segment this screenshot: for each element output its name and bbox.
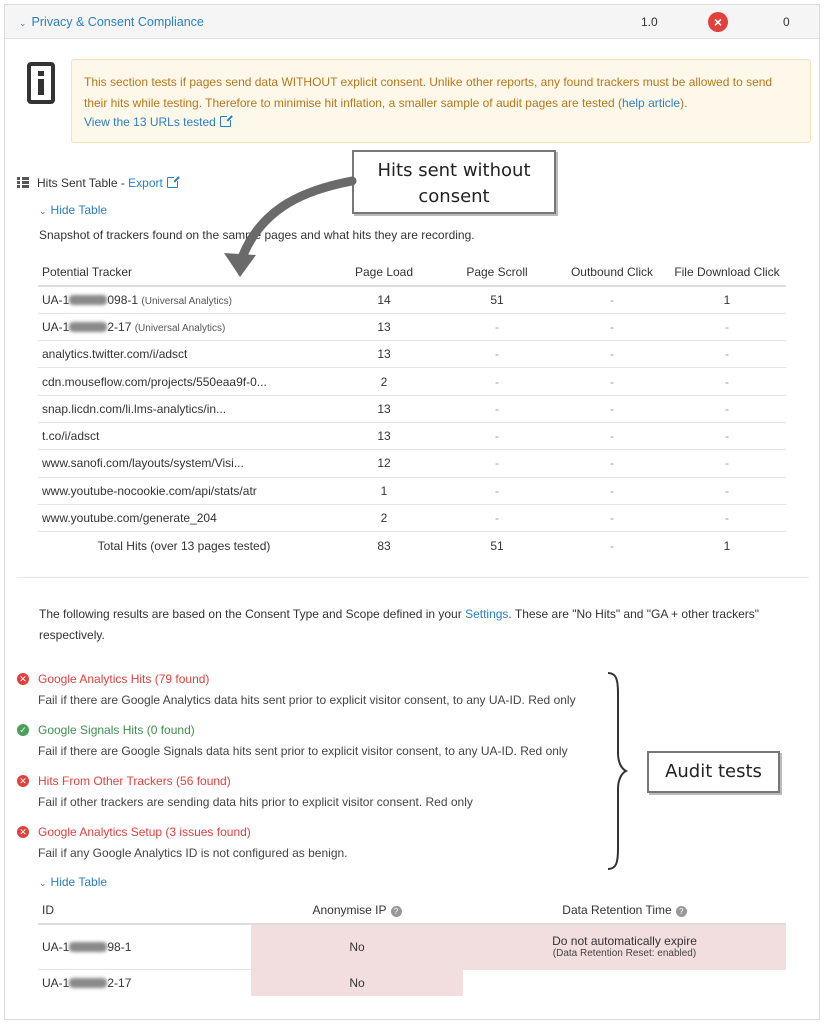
check-circle-icon: ✓ xyxy=(17,724,29,736)
table-row: snap.licdn.com/li.lms-analytics/in... 13 - - - xyxy=(38,395,786,422)
col-file-download-click: File Download Click xyxy=(668,259,786,286)
table-row: t.co/i/adsct 13 - - - xyxy=(38,422,786,449)
redacted-id xyxy=(69,295,107,305)
hits-table-subtitle: Snapshot of trackers found on the sample pages and what hits they are recording. xyxy=(39,228,475,242)
fail-status-icon: × xyxy=(708,12,728,32)
audit-callout: Audit tests xyxy=(647,751,780,793)
total-label: Total Hits (over 13 pages tested) xyxy=(97,538,271,553)
test-name: Google Analytics Hits (79 found) xyxy=(38,672,210,686)
audit-brace xyxy=(600,669,630,873)
table-row: www.sanofi.com/layouts/system/Visi... 12 - - - xyxy=(38,450,786,477)
pass-count: 0 xyxy=(783,15,790,29)
col-potential-tracker: Potential Tracker xyxy=(38,259,330,286)
hits-table-heading: Hits Sent Table - Export xyxy=(17,176,178,190)
callout-arrow xyxy=(220,175,360,285)
test-description: Fail if any Google Analytics ID is not configured as benign. xyxy=(38,846,348,860)
retention-cell: Do not automatically expire (Data Retention Reset: enabled) xyxy=(463,924,786,969)
test-description: Fail if there are Google Signals data hits sent prior to explicit visitor consent, to any UA-ID. Red only xyxy=(38,744,568,758)
tracker-cell: analytics.twitter.com/i/adsct xyxy=(38,341,330,368)
tracker-cell: UA-1 098-1 (Universal Analytics) xyxy=(38,286,330,313)
section-title-label: Privacy & Consent Compliance xyxy=(31,15,204,29)
help-icon[interactable]: ? xyxy=(676,906,687,917)
col-page-scroll: Page Scroll xyxy=(438,259,556,286)
section-title[interactable] xyxy=(19,15,204,29)
tracker-cell: cdn.mouseflow.com/projects/550eaa9f-0... xyxy=(38,368,330,395)
col-id: ID xyxy=(38,897,251,924)
tracker-cell: www.youtube-nocookie.com/api/stats/atr xyxy=(38,477,330,504)
external-link-icon xyxy=(220,116,231,127)
table-row: analytics.twitter.com/i/adsct 13 - - - xyxy=(38,341,786,368)
test-name: Google Analytics Setup (3 issues found) xyxy=(38,825,251,839)
table-icon xyxy=(17,177,29,188)
table-row: www.youtube.com/generate_204 2 - - - xyxy=(38,504,786,531)
hide-hits-table-toggle[interactable]: ⌄ Hide Table xyxy=(39,203,108,217)
anonymise-ip-cell: No xyxy=(251,969,463,996)
redacted-id xyxy=(69,322,107,332)
retention-cell xyxy=(463,969,786,996)
hits-callout: Hits sent without consent xyxy=(352,150,556,214)
table-row: UA-1 2-17 (Universal Analytics) 13 - - - xyxy=(38,313,786,340)
view-urls-link[interactable]: View the 13 URLs tested xyxy=(84,115,231,129)
score-value: 1.0 xyxy=(641,15,658,29)
ga-id-cell: UA-1 98-1 xyxy=(38,924,251,969)
col-anonymise-ip: Anonymise IP ? xyxy=(251,897,463,924)
col-outbound-click: Outbound Click xyxy=(556,259,668,286)
chevron-down-icon: ⌄ xyxy=(39,878,47,888)
table-row xyxy=(38,969,786,996)
notice-box xyxy=(71,59,811,143)
tracker-cell: snap.licdn.com/li.lms-analytics/in... xyxy=(38,395,330,422)
notice-text: This section tests if pages send data WITHOUT explicit consent. Unlike other reports, any found trackers must be allowed to send their hits while testing. Therefore to minimise hit inflation, a smaller sample of audit pages are tested (help article). xyxy=(84,75,773,110)
table-row: cdn.mouseflow.com/projects/550eaa9f-0... 2 - - - xyxy=(38,368,786,395)
col-page-load: Page Load xyxy=(330,259,438,286)
test-name: Hits From Other Trackers (56 found) xyxy=(38,774,231,788)
test-name: Google Signals Hits (0 found) xyxy=(38,723,195,737)
table-row xyxy=(38,924,786,969)
external-link-icon xyxy=(167,177,178,188)
redacted-id xyxy=(69,942,107,952)
section-header[interactable] xyxy=(5,5,819,39)
tracker-cell: www.sanofi.com/layouts/system/Visi... xyxy=(38,450,330,477)
test-description: Fail if there are Google Analytics data hits sent prior to explicit visitor consent, to any UA-ID. Red only xyxy=(38,693,576,707)
total-row: Total Hits (over 13 pages tested) 83 51 - 1 xyxy=(38,532,786,559)
table-row: www.youtube-nocookie.com/api/stats/atr 1 - - - xyxy=(38,477,786,504)
tracker-cell: t.co/i/adsct xyxy=(38,422,330,449)
divider xyxy=(17,577,809,578)
info-icon xyxy=(27,62,55,104)
ga-setup-table xyxy=(38,897,786,996)
help-icon[interactable]: ? xyxy=(391,906,402,917)
fail-circle-icon: ✕ xyxy=(17,775,29,787)
tracker-cell: www.youtube.com/generate_204 xyxy=(38,504,330,531)
ga-id-cell: UA-1 2-17 xyxy=(42,975,132,990)
anonymise-ip-cell: No xyxy=(251,924,463,969)
table-row: UA-1 098-1 (Universal Analytics) 14 51 - 1 xyxy=(38,286,786,313)
tracker-cell: UA-1 2-17 (Universal Analytics) xyxy=(38,313,330,340)
chevron-down-icon: ⌄ xyxy=(19,18,27,28)
consent-note: The following results are based on the Consent Type and Scope defined in your Settings. These are "No Hits" and "GA + other trackers" respectively. xyxy=(39,607,760,642)
col-data-retention: Data Retention Time ? xyxy=(463,897,786,924)
redacted-id xyxy=(69,978,107,988)
fail-circle-icon: ✕ xyxy=(17,826,29,838)
chevron-down-icon: ⌄ xyxy=(39,206,47,216)
hide-ga-table-toggle[interactable]: ⌄ Hide Table xyxy=(39,875,108,889)
help-article-link[interactable]: help article xyxy=(622,96,681,110)
test-description: Fail if other trackers are sending data hits prior to explicit visitor consent. Red only xyxy=(38,795,473,809)
hits-sent-table xyxy=(38,259,786,559)
export-link[interactable]: Export xyxy=(128,176,178,190)
fail-circle-icon: ✕ xyxy=(17,673,29,685)
settings-link[interactable]: Settings xyxy=(465,607,509,621)
compliance-panel xyxy=(4,4,820,1020)
